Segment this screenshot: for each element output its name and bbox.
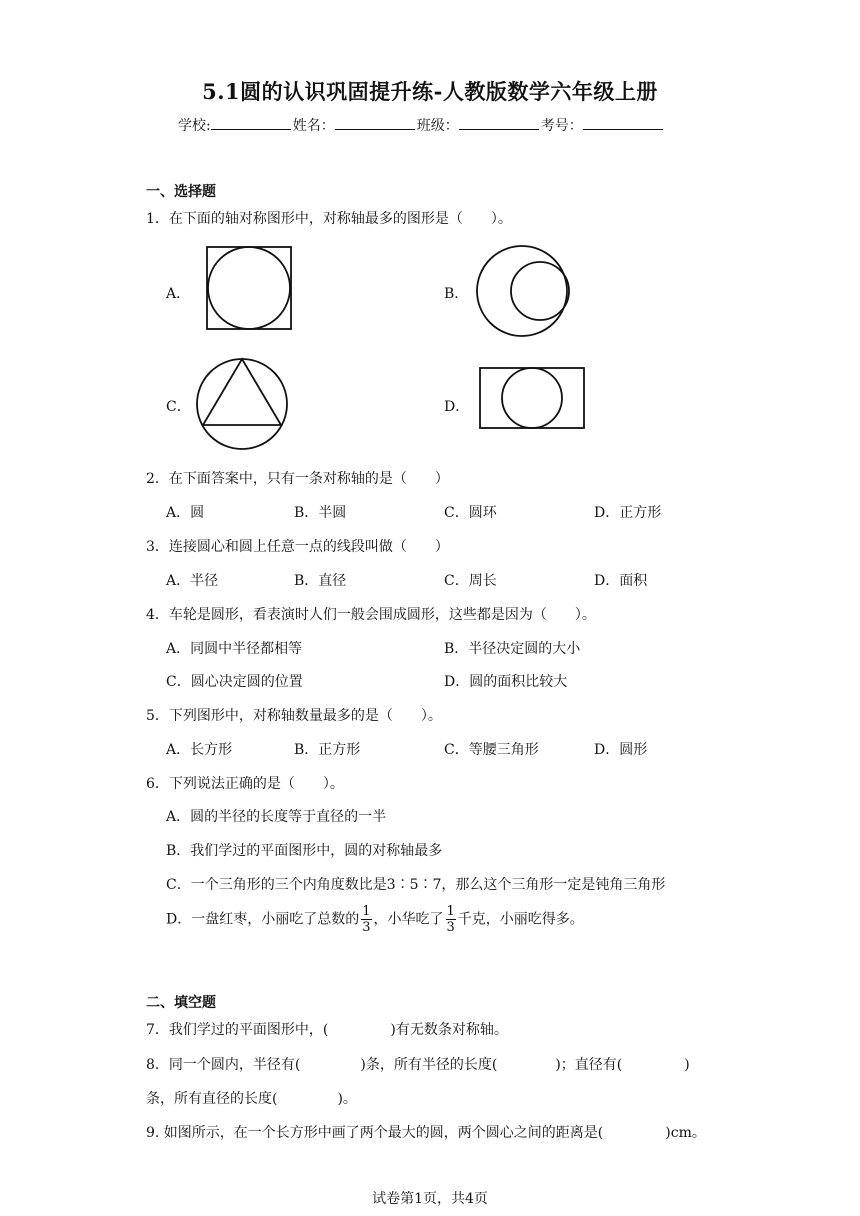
q6-option-d-part1: D．一盘红枣，小丽吃了总数的 [166,911,360,928]
section-heading-choice: 一、选择题 [146,184,216,200]
triangle-in-circle-icon [196,358,290,450]
q8-part5: 条，所有直径的长度( [146,1091,278,1107]
q1-option-c-label[interactable]: C． [166,399,191,415]
q8-part3: )；直径有( [555,1057,623,1073]
question-2-text: 2．在下面答案中，只有一条对称轴的是（ ） [146,471,449,487]
q1-option-d-label[interactable]: D． [444,399,470,415]
question-7 [146,1019,508,1039]
class-label: 班级： [416,118,459,134]
fraction-denominator: 3 [362,920,371,935]
fraction-one-third [446,904,456,935]
q8-part6: )。 [337,1091,357,1107]
question-4-text: 4．车轮是圆形，看表演时人们一般会围成圆形，这些都是因为（ ）。 [146,607,596,623]
q6-option-b[interactable]: B．我们学过的平面图形中，圆的对称轴最多 [166,843,443,859]
q5-option-b[interactable]: B．正方形 [294,742,361,758]
name-field[interactable] [335,115,415,130]
q3-option-b[interactable]: B．直径 [294,573,347,589]
q7-part2: )有无数条对称轴。 [390,1022,508,1038]
page-footer: 试卷第1页，共4页 [372,1191,488,1207]
class-field[interactable] [459,115,539,130]
exam-no-label: 考号： [540,118,583,134]
school-label: 学校: [178,118,211,134]
q4-option-b[interactable]: B．半径决定圆的大小 [444,641,581,657]
q6-option-a[interactable]: A．圆的半径的长度等于直径的一半 [166,809,387,825]
exam-no-field[interactable] [583,115,663,130]
circle-in-square-icon [206,246,292,330]
question-1-text: 1．在下面的轴对称图形中，对称轴最多的图形是（ ）。 [146,211,512,227]
school-field[interactable] [211,115,291,130]
q3-option-a[interactable]: A．半径 [166,573,219,589]
question-5-text: 5．下列图形中，对称轴数量最多的是（ ）。 [146,708,442,724]
q2-option-a[interactable]: A．圆 [166,505,205,521]
fraction-numerator: 1 [362,904,371,919]
q6-option-d-part3: 千克，小丽吃得多。 [457,911,584,928]
crescent-circles-icon [476,245,572,337]
q8-part2: )条，所有半径的长度( [360,1057,498,1073]
q4-option-d[interactable]: D．圆的面积比较大 [444,674,568,690]
question-9 [146,1122,706,1142]
question-8-line2 [146,1088,357,1108]
fraction-denominator: 3 [446,920,455,935]
page-title: 5.1圆的认识巩固提升练-人教版数学六年级上册 [202,79,658,104]
section-heading-fill-in: 二、填空题 [146,995,216,1011]
question-6-text: 6．下列说法正确的是（ ）。 [146,776,344,792]
q3-option-c[interactable]: C．周长 [444,573,497,589]
q2-option-b[interactable]: B．半圆 [294,505,347,521]
q7-part1: 7．我们学过的平面图形中，( [146,1022,329,1038]
question-3-text: 3．连接圆心和圆上任意一点的线段叫做（ ） [146,539,449,555]
q4-option-c[interactable]: C．圆心决定圆的位置 [166,674,303,690]
fraction-numerator: 1 [446,904,455,919]
q4-option-a[interactable]: A．同圆中半径都相等 [166,641,303,657]
circle-in-rectangle-icon [479,367,585,429]
q9-part2: )cm。 [665,1125,706,1141]
q1-option-a-label[interactable]: A． [166,286,191,302]
q9-part1: 9. 如图所示，在一个长方形中画了两个最大的圆，两个圆心之间的距离是( [146,1125,604,1141]
q6-option-d-part2: ，小华吃了 [373,911,444,928]
q5-option-a[interactable]: A．长方形 [166,742,233,758]
student-info-line [178,115,665,135]
fraction-one-third [361,904,371,935]
q8-part1: 8．同一个圆内，半径有( [146,1057,301,1073]
q1-option-b-label[interactable]: B． [444,286,469,302]
q8-part4: ) [684,1057,690,1073]
q3-option-d[interactable]: D．面积 [594,573,648,589]
name-label: 姓名： [292,118,335,134]
q5-option-d[interactable]: D．圆形 [594,742,648,758]
q5-option-c[interactable]: C．等腰三角形 [444,742,539,758]
q6-option-d[interactable] [166,904,584,935]
question-8-line1 [146,1054,690,1074]
q6-option-c[interactable]: C．一个三角形的三个内角度数比是3∶5∶7，那么这个三角形一定是钝角三角形 [166,877,666,893]
q2-option-d[interactable]: D．正方形 [594,505,662,521]
q2-option-c[interactable]: C．圆环 [444,505,497,521]
